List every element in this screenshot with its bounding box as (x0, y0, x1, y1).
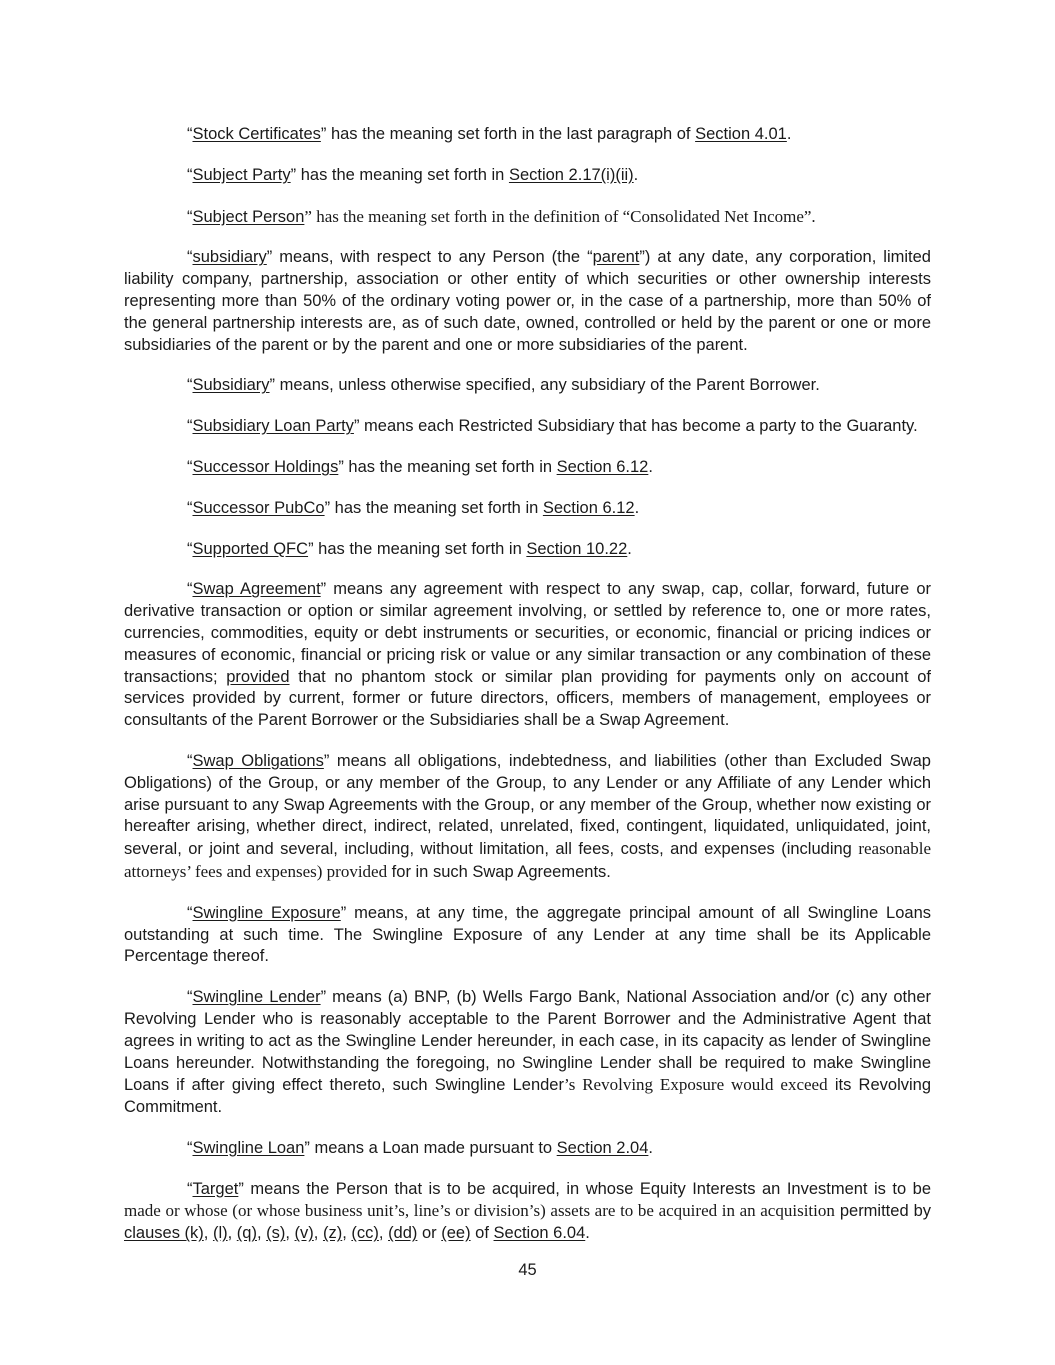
definition-text: . (648, 457, 653, 476)
definition-paragraph (124, 539, 931, 561)
definition-text: ” means (a) BNP, (b) Wells Fargo Bank, National Association and/or (c) any other Revolving Lender who is reasonably acceptable to the Parent Borrower and the Administrative Agent that agrees in writing to act as the Swingline Lender hereunder, in each case, in its capacity as lender of Swingline Loans hereunder. Notwithstanding the foregoing, no Swingline Lender shall be required to make Swingline Loans if after giving effect thereto, such Swingline Lender (124, 988, 931, 1095)
defined-term-or-reference: Subsidiary Loan Party (192, 417, 354, 436)
definition-text: . (585, 1224, 590, 1243)
definition-text: , (203, 1224, 213, 1243)
defined-term-or-reference: Subject Person (192, 207, 305, 226)
definition-text: ’s Revolving Exposure would exceed (563, 1075, 828, 1095)
defined-term-or-reference: Section 4.01 (695, 125, 787, 143)
defined-term-or-reference: Section 6.12 (542, 498, 635, 517)
definition-text: “ (187, 125, 193, 143)
defined-term-or-reference: (ee) (441, 1224, 471, 1243)
definition-text: “ (187, 580, 193, 599)
definition-text: its Revolving Commitment. (124, 1076, 932, 1117)
definition-text: “ (187, 1138, 193, 1157)
definition-text: . (786, 125, 792, 143)
defined-term-or-reference: provided (226, 667, 290, 686)
defined-term-or-reference: Swap Agreement (192, 580, 321, 599)
definition-text: , (378, 1224, 389, 1243)
defined-term-or-reference: subsidiary (192, 248, 267, 267)
defined-term-or-reference: clauses (k) (124, 1224, 204, 1243)
definition-text: ” has the meaning set forth in (324, 498, 543, 517)
definition-paragraph (124, 247, 931, 356)
definition-paragraph (124, 1138, 931, 1160)
definition-text: , (227, 1224, 237, 1243)
definition-text: that no phantom stock or similar plan providing for payments only on account of services provided by current, former or future directors, officers, members of management, employees or consultants of the Parent Borrower or the Subsidiaries shall be a Swap Agreement. (124, 667, 931, 730)
definition-paragraph (124, 457, 931, 479)
definition-paragraph (124, 165, 931, 187)
definition-text: “ (187, 207, 193, 226)
defined-term-or-reference: Successor Holdings (192, 457, 339, 476)
definition-paragraph (124, 1179, 931, 1245)
definition-text: “ (187, 1179, 193, 1198)
definition-text: “ (187, 457, 193, 476)
definition-text: of (470, 1224, 494, 1243)
definitions-body (124, 124, 931, 1264)
definition-paragraph (124, 375, 931, 397)
definition-text: ” has the meaning set forth in (290, 165, 509, 184)
definition-paragraph (124, 579, 931, 732)
page-number: 45 (518, 1261, 537, 1279)
definition-paragraph (124, 124, 931, 146)
definition-paragraph (124, 206, 931, 229)
defined-term-or-reference: Stock Certificates (192, 125, 321, 143)
definition-text: “ (187, 417, 193, 436)
defined-term-or-reference: (dd) (388, 1224, 418, 1243)
definition-text: ” has the meaning set forth in (308, 539, 527, 558)
defined-term-or-reference: (q) (236, 1224, 257, 1243)
defined-term-or-reference: Section 2.17(i)(ii) (508, 165, 634, 184)
definition-text: “ (187, 751, 193, 770)
definition-text: ” means each Restricted Subsidiary that has become a party to the Guaranty. (353, 417, 918, 436)
definition-paragraph (124, 498, 931, 520)
definition-text: made or whose (or whose business unit’s, line’s or division’s) assets are to be acquired in an acquisition (124, 1201, 835, 1221)
defined-term-or-reference: (cc) (351, 1224, 379, 1243)
definition-text: , (256, 1224, 267, 1243)
definition-text: ” means, at any time, the aggregate principal amount of all Swingline Loans outstanding at such time. The Swingline Exposure of any Lender at any time shall be its Applicable Percentage thereof. (124, 903, 931, 966)
definition-text: , (342, 1224, 352, 1243)
definition-paragraph (124, 416, 931, 438)
definition-text: ” means the Person that is to be acquired, in whose Equity Interests an Investment is to be (238, 1179, 931, 1198)
definition-text: “ (187, 376, 193, 395)
defined-term-or-reference: (z) (322, 1224, 343, 1243)
definition-text: , (285, 1224, 295, 1243)
defined-term-or-reference: Section 2.04 (556, 1138, 649, 1157)
definition-text: ” means any agreement with respect to any swap, cap, collar, forward, future or derivative transaction or option or similar agreement involving, or settled by reference to, one or more rates, currencies, commodities, equity or debt instruments or securities, or economic, financial or pricing indices or measures of economic, financial or pricing risk or value or any similar transaction or any combination of these transactions; (124, 580, 931, 686)
defined-term-or-reference: Target (192, 1179, 239, 1198)
definition-text: “ (187, 539, 193, 558)
defined-term-or-reference: Section 6.04 (493, 1224, 586, 1243)
definition-paragraph (124, 903, 931, 968)
defined-term-or-reference: Supported QFC (192, 539, 309, 558)
definition-text: “ (187, 988, 193, 1007)
definition-text: . (633, 165, 639, 184)
defined-term-or-reference: Section 10.22 (526, 539, 628, 558)
definition-text: ” means all obligations, indebtedness, and liabilities (other than Excluded Swap Obligations) of the Group, or any member of the Group, to any Lender or any Affiliate of any Lender which arise pursuant to any Swap Agreements with the Group, or any member of the Group, whether now existing or hereafter arising, whether direct, indirect, related, unrelated, fixed, contingent, liquidated, unliquidated, joint, several, or joint and several, including, without limitation, all fees, costs, and expenses (including (124, 751, 931, 859)
defined-term-or-reference: (l) (212, 1224, 228, 1243)
defined-term-or-reference: Subject Party (192, 165, 291, 184)
definition-text: ” has the meaning set forth in the definition of “Consolidated Net Income”. (304, 206, 816, 226)
definition-paragraph (124, 987, 931, 1119)
defined-term-or-reference: parent (592, 248, 640, 267)
definition-text: ” has the meaning set forth in (338, 457, 557, 476)
defined-term-or-reference: Swap Obligations (192, 751, 324, 770)
defined-term-or-reference: Swingline Exposure (192, 903, 341, 922)
definition-text: ” means, unless otherwise specified, any subsidiary of the Parent Borrower. (269, 376, 820, 395)
definition-text: ” means a Loan made pursuant to (304, 1138, 557, 1157)
definition-text: reasonable attorneys’ fees and expenses) provided (124, 839, 931, 881)
definition-text: , (313, 1224, 323, 1243)
definition-text: . (648, 1138, 653, 1157)
definition-text: ” means, with respect to any Person (the “ (266, 248, 593, 267)
definition-text: ”) at any date, any corporation, limited liability company, partnership, association or other entity of which securities or other ownership interests representing more than 50% of the ordinary voting power or, in the case of a partnership, more than 50% of the general partnership interests are, as of such date, owned, controlled or held by the parent or one or more subsidiaries of the parent or by the parent and one or more subsidiaries of the parent. (124, 248, 931, 354)
defined-term-or-reference: Swingline Loan (192, 1138, 305, 1157)
definition-paragraph (124, 751, 931, 884)
definition-text: “ (187, 903, 193, 922)
defined-term-or-reference: (v) (294, 1224, 314, 1243)
definition-text: ” has the meaning set forth in the last paragraph of (320, 125, 696, 143)
defined-term-or-reference: Swingline Lender (192, 988, 321, 1007)
defined-term-or-reference: Section 6.12 (556, 457, 649, 476)
defined-term-or-reference: (s) (266, 1224, 286, 1243)
defined-term-or-reference: Successor PubCo (192, 498, 325, 517)
definition-text: for in such Swap Agreements. (387, 862, 611, 881)
definition-text: permitted by (834, 1202, 932, 1221)
definition-text: or (417, 1224, 442, 1243)
definition-text: . (634, 498, 640, 517)
definition-text: . (627, 539, 632, 558)
definition-text: “ (187, 498, 193, 517)
definition-text: “ (187, 248, 193, 267)
definition-text: “ (187, 165, 193, 184)
defined-term-or-reference: Subsidiary (192, 376, 270, 395)
